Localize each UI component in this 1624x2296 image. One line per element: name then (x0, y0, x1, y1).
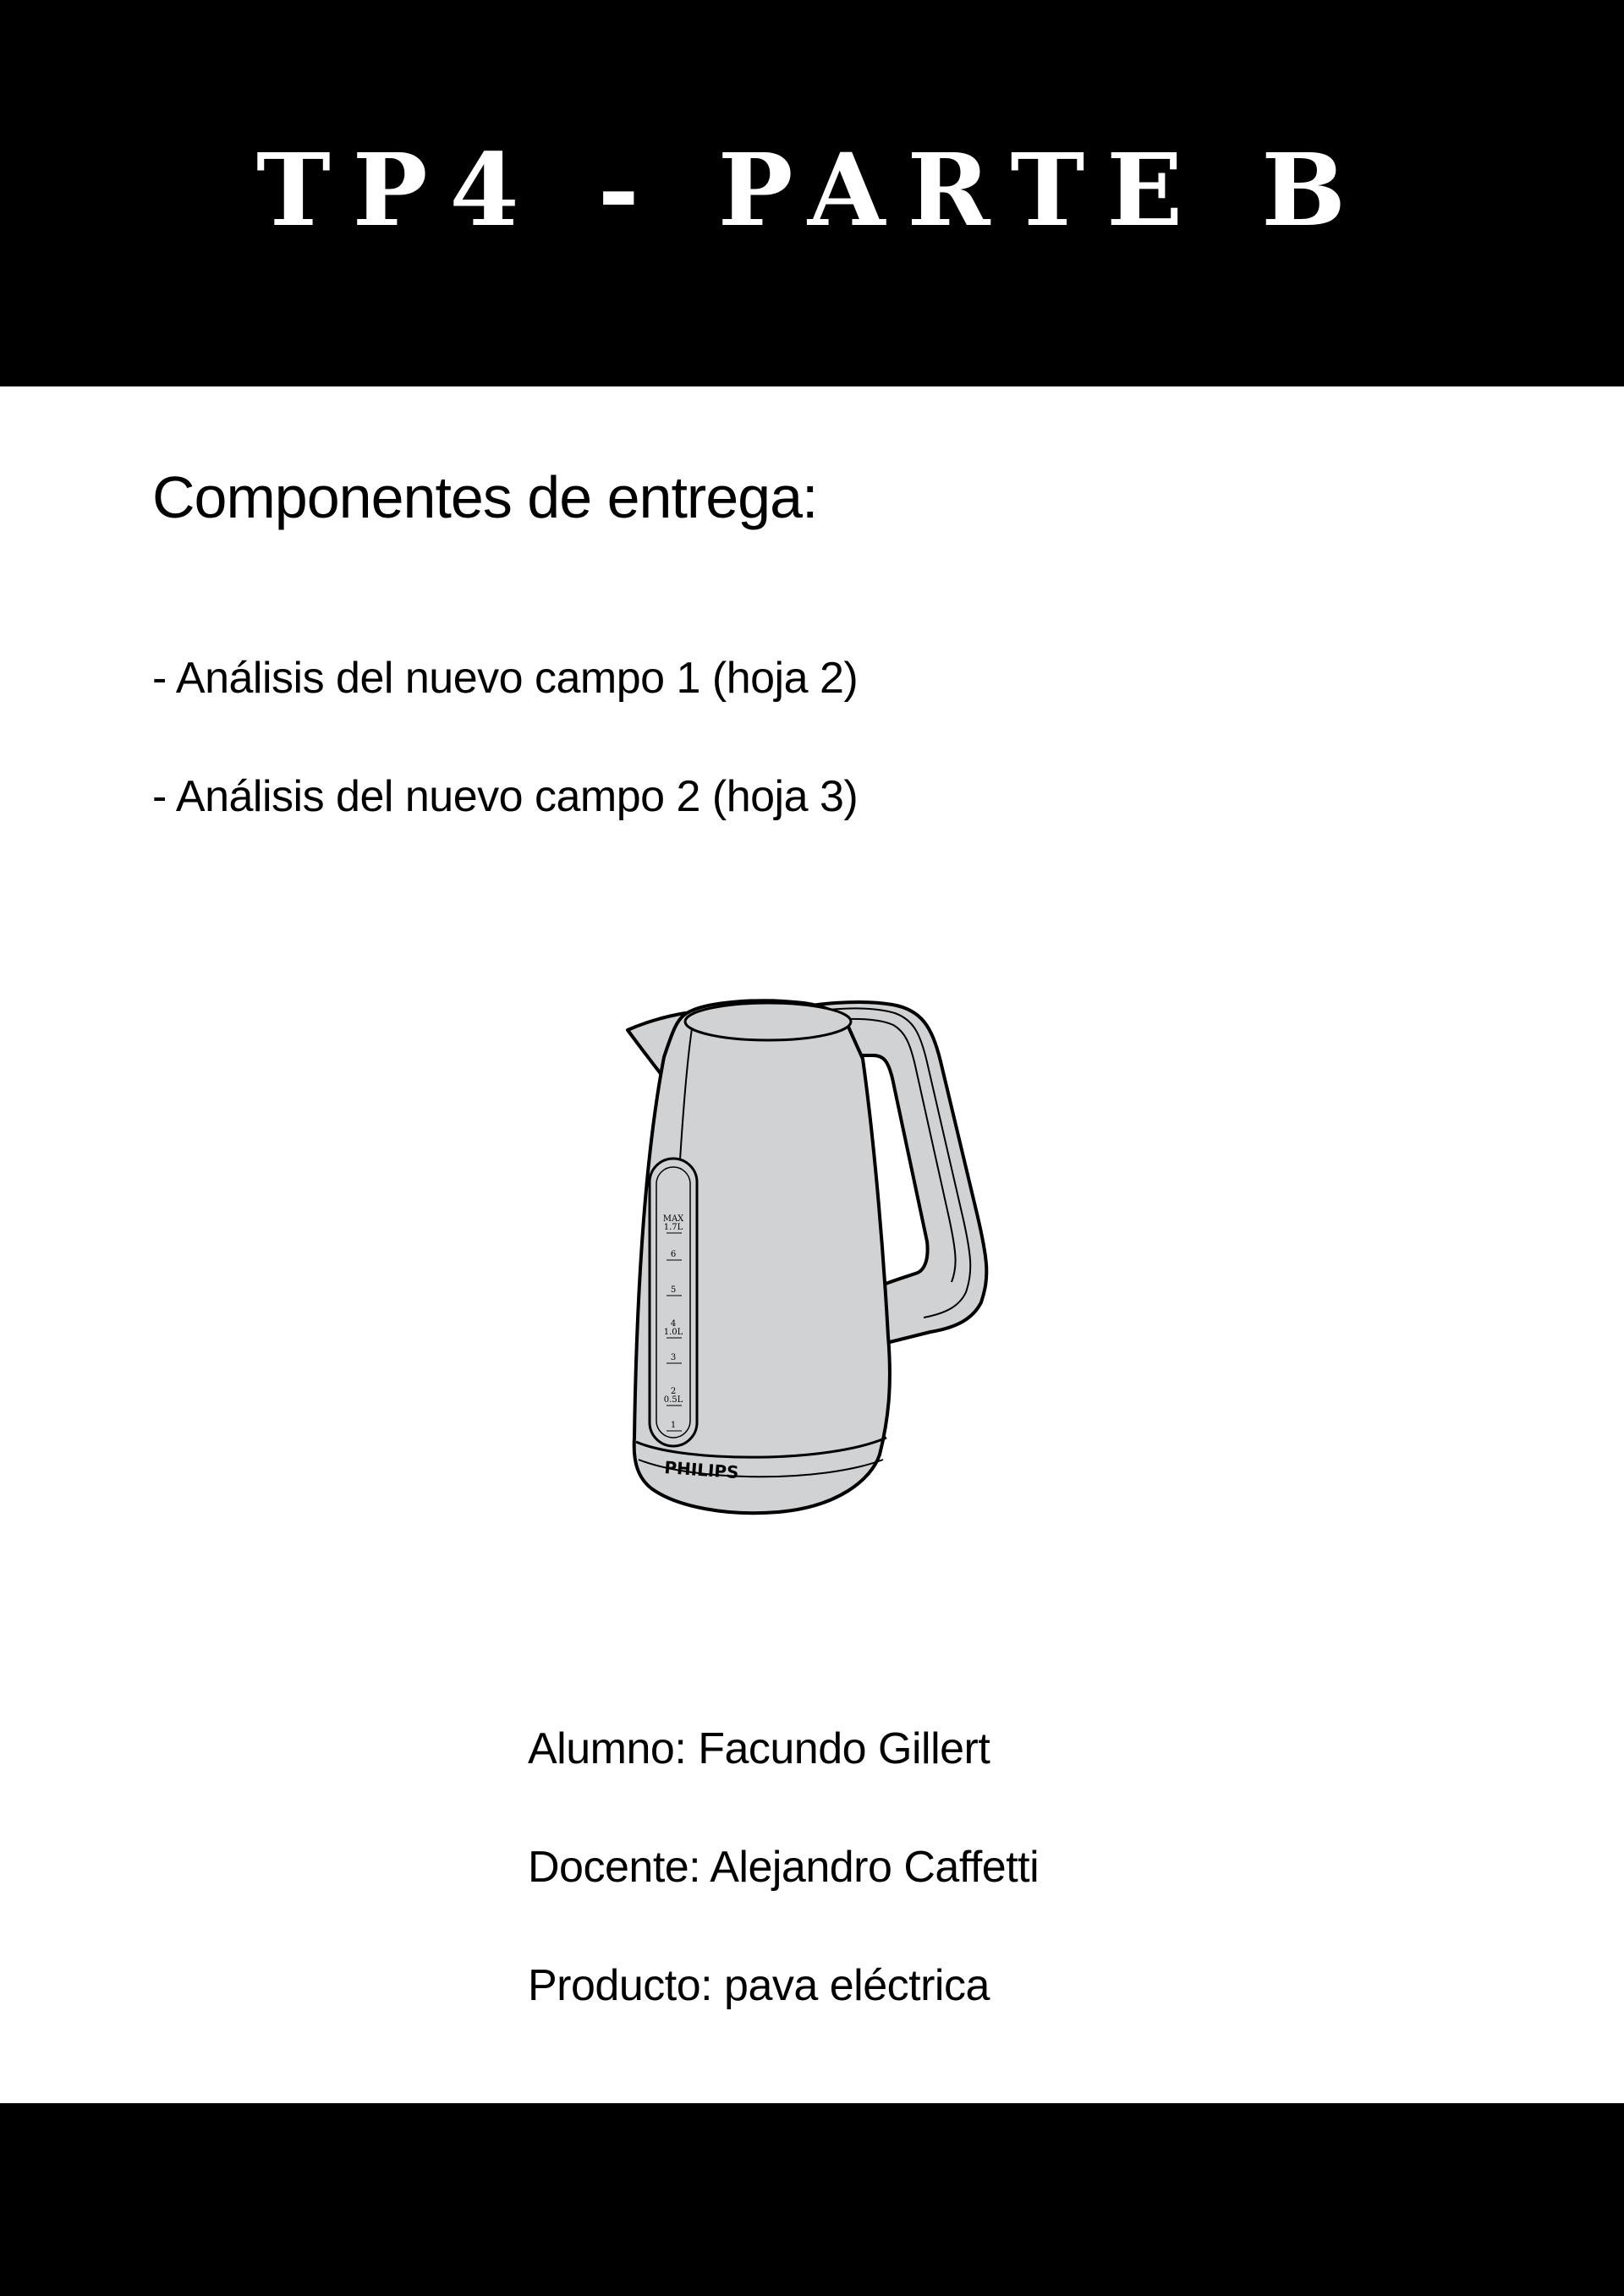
svg-text:6: 6 (670, 1250, 677, 1259)
brand-label: PHILIPS (663, 1457, 740, 1483)
page-title: TP4 - PARTE B (255, 131, 1369, 249)
deliverable-item-2: - Análisis del nuevo campo 2 (hoja 3) (152, 772, 859, 821)
svg-text:1: 1 (670, 1421, 677, 1430)
product-name: Producto: pava eléctrica (528, 1961, 990, 2010)
student-name: Alumno: Facundo Gillert (528, 1724, 990, 1773)
svg-text:0.5L: 0.5L (663, 1395, 683, 1405)
teacher-name: Docente: Alejandro Caffetti (528, 1843, 1040, 1892)
svg-text:5: 5 (670, 1285, 677, 1295)
header-band (0, 0, 1624, 386)
svg-text:MAX: MAX (662, 1214, 684, 1224)
svg-text:4: 4 (670, 1319, 677, 1329)
deliverables-heading: Componentes de entrega: (152, 464, 818, 530)
svg-text:2: 2 (670, 1387, 677, 1396)
svg-text:3: 3 (670, 1353, 677, 1362)
deliverable-item-1: - Análisis del nuevo campo 1 (hoja 2) (152, 654, 859, 703)
svg-text:1.0L: 1.0L (663, 1328, 683, 1337)
water-level-gauge (650, 1159, 697, 1446)
svg-text:1.7L: 1.7L (663, 1223, 683, 1232)
electric-kettle-icon (558, 981, 1066, 1564)
footer-band (0, 2103, 1624, 2296)
